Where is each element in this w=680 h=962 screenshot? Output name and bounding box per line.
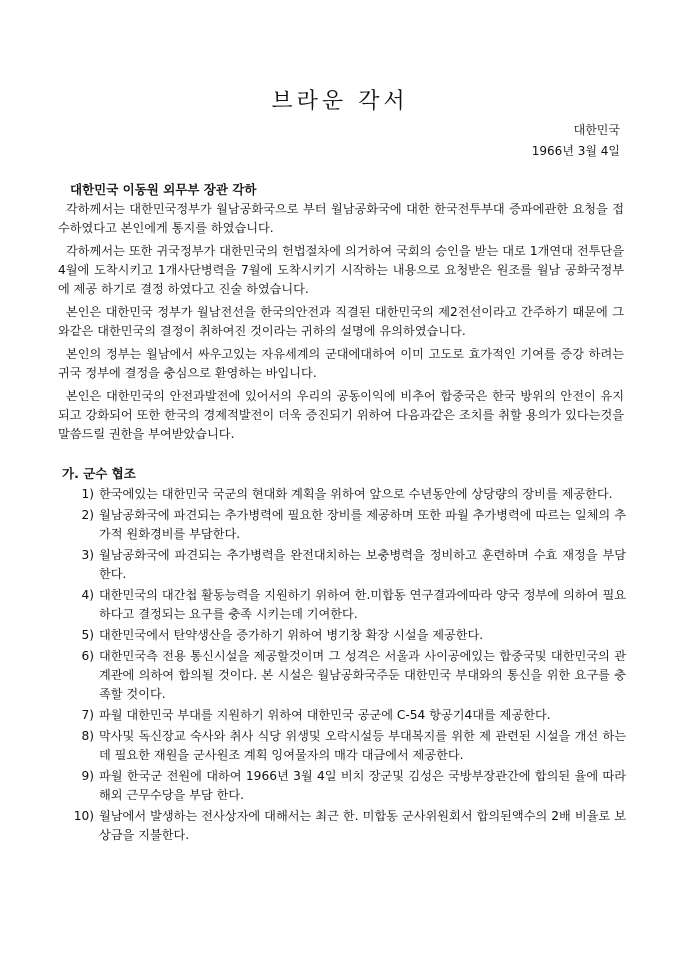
addressee: 대한민국 이동원 외무부 장관 각하 — [70, 182, 257, 197]
item-text: 월남에서 발생하는 전사상자에 대해서는 최근 한. 미합동 군사위원회서 합의된액수의 2배 비율로 보상금을 지불한다. — [99, 809, 626, 842]
section-title: 가. 군수 협조 — [62, 466, 136, 481]
sender-line: 대한민국 — [573, 123, 620, 137]
list-item — [72, 727, 626, 765]
item-number: 4) — [81, 588, 94, 602]
paragraph: 본인은 대한민국의 안전과발전에 있어서의 우리의 공동이익에 비추어 합중국은 한국 방위의 안전이 유지되고 강화되어 또한 한국의 경제적발전이 더욱 증진되기 위하여 다음과같은 조치를 취할 용의가 있다는것을 말씀드릴 권한을 부여받았습니다. — [58, 389, 624, 441]
item-number: 7) — [81, 708, 94, 722]
item-number: 6) — [81, 649, 94, 663]
list-item — [72, 626, 626, 645]
item-text: 막사및 독신장교 숙사와 취사 식당 위생및 오락시설등 부대복지를 위한 제 관련된 시설을 개선 하는데 필요한 재원을 군사원조 계획 잉여물자의 매각 대금에서 제공한다. — [99, 729, 626, 762]
item-number: 10) — [73, 809, 94, 823]
date-line: 1966년 3월 4일 — [531, 144, 620, 158]
list-item — [72, 647, 626, 704]
list-item — [72, 506, 626, 544]
intro-body — [58, 200, 624, 448]
list-item — [72, 706, 626, 725]
item-text: 파월 한국군 전원에 대하여 1966년 3월 4일 비치 장군및 김성은 국방부장관간에 합의된 율에 따라해외 근무수당을 부담 한다. — [99, 769, 626, 802]
item-number: 2) — [81, 508, 94, 522]
item-text: 월남공화국에 파견되는 추가병력을 완전대치하는 보충병력을 정비하고 훈련하며 수효 재정을 부담한다. — [99, 548, 626, 581]
list-item — [72, 767, 626, 805]
item-number: 1) — [81, 487, 94, 501]
list-item — [72, 485, 626, 504]
paragraph: 본인의 정부는 월남에서 싸우고있는 자유세계의 군대에대하여 이미 고도로 효가적인 기여를 증강 하려는 귀국 정부에 결정을 충심으로 환영하는 바입니다. — [58, 347, 624, 380]
paragraph: 각하께서는 대한민국정부가 월남공화국으로 부터 월남공화국에 대한 한국전투부대 증파에관한 요청을 접수하였다고 본인에게 통지를 하였습니다. — [58, 202, 624, 235]
item-text: 파월 대한민국 부대를 지원하기 위하여 대한민국 공군에 C-54 항공기4대를 제공한다. — [99, 708, 551, 722]
paragraph: 본인은 대한민국 정부가 월남전선을 한국의안전과 직결된 대한민국의 제2전선이라고 간주하기 때문에 그와같은 대한민국의 결정이 취하여진 것이라는 귀하의 설명에 유의하였습니다. — [58, 305, 624, 338]
item-text: 월남공화국에 파견되는 추가병력에 필요한 장비를 제공하며 또한 파월 추가병력에 따르는 일체의 추가적 원화경비를 부담한다. — [99, 508, 626, 541]
item-number: 3) — [81, 548, 94, 562]
item-number: 9) — [81, 769, 94, 783]
item-number: 5) — [81, 628, 94, 642]
document-title: 브라운 각서 — [271, 89, 409, 114]
list-item — [72, 586, 626, 624]
item-number: 8) — [81, 729, 94, 743]
item-text: 대한민국에서 탄약생산을 증가하기 위하여 병기창 확장 시설을 제공한다. — [99, 628, 484, 642]
item-text: 대한민국측 전용 통신시설을 제공할것이며 그 성격은 서울과 사이공에있는 합중국및 대한민국의 관계관에 의하여 합의될 것이다. 본 시설은 월남공화국주둔 대한민국 부대와의 통신을 위한 요구를 충족할 것이다. — [99, 649, 626, 701]
item-text: 한국에있는 대한민국 국군의 현대화 계획을 위하여 앞으로 수년동안에 상당량의 장비를 제공한다. — [99, 487, 613, 501]
numbered-list — [72, 485, 626, 847]
paragraph: 각하께서는 또한 귀국정부가 대한민국의 헌법절차에 의거하여 국회의 승인을 받는 대로 1개연대 전투단을 4월에 도착시키고 1개사단병력을 7월에 도착시키기 시작하는 내용으로 요청받은 원조를 월남 공화국정부에 제공 하기로 결정 하였다고 진술 하였습니다. — [58, 244, 624, 296]
list-item — [72, 807, 626, 845]
list-item — [72, 546, 626, 584]
item-text: 대한민국의 대간첩 활동능력을 지원하기 위하여 한.미합동 연구결과에따라 양국 정부에 의하여 필요하다고 결정되는 요구를 충족 시키는데 기여한다. — [99, 588, 626, 621]
